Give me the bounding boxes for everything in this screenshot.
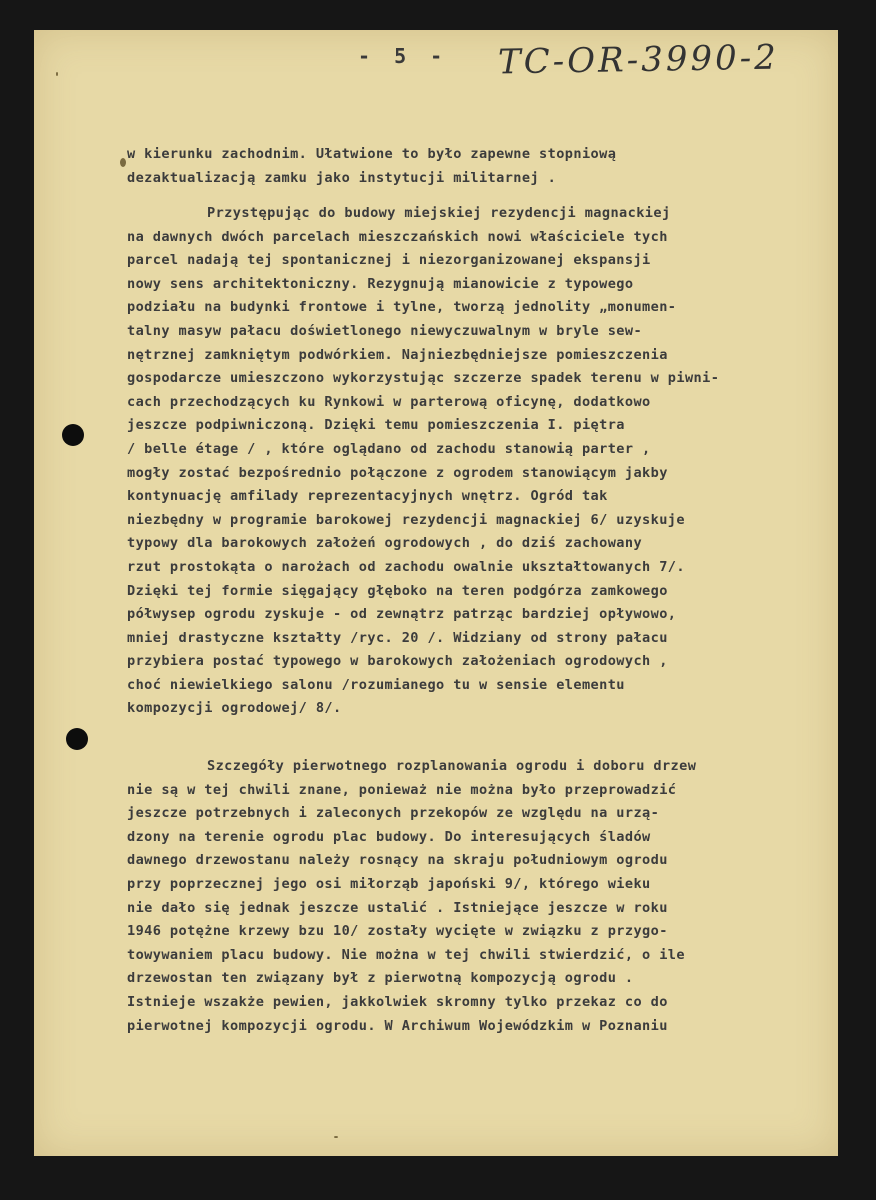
text-line: przybiera postać typowego w barokowych założeniach ogrodowych , <box>127 653 668 670</box>
text-line: jeszcze podpiwniczoną. Dzięki temu pomieszczenia I. piętra <box>127 417 625 434</box>
text-line: Dzięki tej formie sięgający głęboko na teren podgórza zamkowego <box>127 582 668 599</box>
text-line: przy poprzecznej jego osi miłorząb japoński 9/, którego wieku <box>127 875 651 892</box>
text-line: rzut prostokąta o narożach od zachodu owalnie ukształtowanych 7/. <box>127 558 685 575</box>
paragraph-2 <box>127 202 807 721</box>
text-line: gospodarcze umieszczono wykorzystując szczerze spadek terenu w piwni- <box>127 370 720 387</box>
text-line: / belle étage / , które oglądano od zachodu stanowią parter , <box>127 440 651 457</box>
text-line: w kierunku zachodnim. Ułatwione to było zapewne stopniową <box>127 146 617 162</box>
text-line: dzony na terenie ogrodu plac budowy. Do interesujących śladów <box>127 828 651 845</box>
text-line: drzewostan ten związany był z pierwotną kompozycją ogrodu . <box>127 970 634 987</box>
ink-speck <box>56 72 58 76</box>
paragraph-1 <box>127 143 807 190</box>
archive-signature: TC-OR-3990-2 <box>497 37 780 83</box>
text-line: nie dało się jednak jeszcze ustalić . Istniejące jeszcze w roku <box>127 899 668 916</box>
text-line: na dawnych dwóch parcelach mieszczańskich nowi właściciele tych <box>127 228 668 245</box>
text-line: mogły zostać bezpośrednio połączone z ogrodem stanowiącym jakby <box>127 464 668 481</box>
text-line: podziału na budynki frontowe i tylne, tworzą jednolity „monumen- <box>127 299 677 316</box>
text-line: nie są w tej chwili znane, ponieważ nie można było przeprowadzić <box>127 781 677 798</box>
text-line: choć niewielkiego salonu /rozumianego tu w sensie elementu <box>127 676 625 693</box>
text-line: dezaktualizacją zamku jako instytucji militarnej . <box>127 169 557 186</box>
ink-speck <box>334 1136 338 1138</box>
text-line: pierwotnej kompozycji ogrodu. W Archiwum Wojewódzkim w Poznaniu <box>127 1017 668 1034</box>
text-line: Przystępując do budowy miejskiej rezydencji magnackiej <box>207 205 671 221</box>
ink-speck <box>120 158 126 167</box>
text-line: kontynuację amfilady reprezentacyjnych wnętrz. Ogród tak <box>127 488 608 505</box>
text-line: mniej drastyczne kształty /ryc. 20 /. Widziany od strony pałacu <box>127 629 668 646</box>
text-line: towywaniem placu budowy. Nie można w tej chwili stwierdzić, o ile <box>127 946 685 963</box>
text-line: Istnieje wszakże pewien, jakkolwiek skromny tylko przekaz co do <box>127 993 668 1010</box>
text-line: nętrznej zamkniętym podwórkiem. Najniezbędniejsze pomieszczenia <box>127 346 668 363</box>
paragraph-3 <box>127 755 807 1038</box>
text-line: niezbędny w programie barokowej rezydencji magnackiej 6/ uzyskuje <box>127 511 685 528</box>
page-number: - 5 - <box>358 44 449 68</box>
text-line: półwysep ogrodu zyskuje - od zewnątrz patrząc bardziej opływowo, <box>127 606 677 623</box>
text-line: Szczegóły pierwotnego rozplanowania ogrodu i doboru drzew <box>207 758 697 774</box>
text-line: parcel nadają tej spontanicznej i niezorganizowanej ekspansji <box>127 252 651 269</box>
text-line: cach przechodzących ku Rynkowi w parterową oficynę, dodatkowo <box>127 393 651 410</box>
text-line: talny masyw pałacu doświetlonego niewyczuwalnym w bryle sew- <box>127 322 643 339</box>
text-line: typowy dla barokowych założeń ogrodowych , do dziś zachowany <box>127 535 643 552</box>
text-line: jeszcze potrzebnych i zaleconych przekopów ze względu na urzą- <box>127 805 660 822</box>
punch-hole-bottom <box>66 728 88 750</box>
punch-hole-top <box>62 424 84 446</box>
text-line: nowy sens architektoniczny. Rezygnują mianowicie z typowego <box>127 275 634 292</box>
text-line: 1946 potężne krzewy bzu 10/ zostały wycięte w związku z przygo- <box>127 923 668 940</box>
text-line: kompozycji ogrodowej/ 8/. <box>127 700 342 717</box>
text-line: dawnego drzewostanu należy rosnący na skraju południowym ogrodu <box>127 852 668 869</box>
